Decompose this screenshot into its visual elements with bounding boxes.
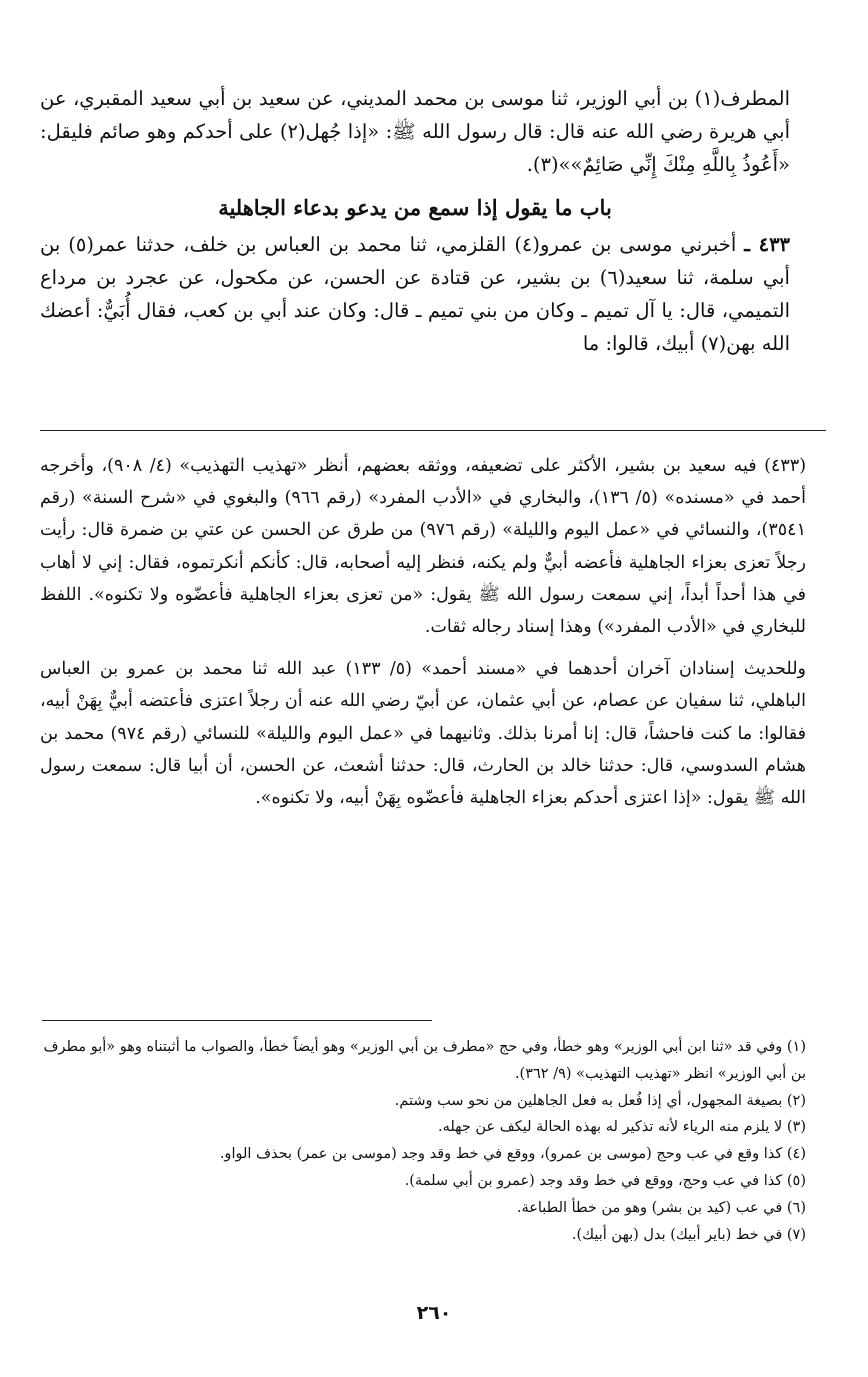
commentary-paragraph-1: (٤٣٣) فيه سعيد بن بشير، الأكثر على تضعيفه، ووثقه بعضهم، أنظر «تهذيب التهذيب» (٤/ ٩٠٨)، وأخرجه أحمد في «مسنده» (٥/ ١٣٦)، والبخاري في «الأدب المفرد» (رقم ٩٦٦) والبغوي في «شرح السنة» (رقم ٣٥٤١)، والنسائي في «عمل اليوم والليلة» (رقم ٩٧٦) من طرق عن الحسن عن عتي بن ضمرة قال: رأيت رجلاً تعزى بعزاء الجاهلية فأعضه أبيٌّ ولم يكنه، فنظر إليه أصحابه، قال: كأنكم أنكرتموه، فقال: إني لا أهاب في هذا أحداً أبداً، إني سمعت رسول الله ﷺ يقول: «من تعزى بعزاء الجاهلية فأعضّوه ولا تكنوه». اللفظ للبخاري في «الأدب المفرد») وهذا إسناد رجاله ثقات. xyxy=(40,456,807,638)
footnote-7: (٧) في خط (باير أبيك) بدل (بهن أبيك). xyxy=(571,1226,806,1243)
main-paragraph-2 xyxy=(40,228,790,360)
main-paragraph-1: المطرف(١) بن أبي الوزير، ثنا موسى بن محمد المديني، عن سعيد بن أبي سعيد المقبري، عن أبي هريرة رضي الله عنه قال: قال رسول الله ﷺ: «إذا جُهل(٢) على أحدكم وهو صائم فليقل: «أَعُوذُ بِاللَّهِ مِنْكَ إِنِّي صَائِمٌ»»(٣). xyxy=(40,87,790,176)
main-text xyxy=(40,82,790,360)
footnote-2: (٢) بصيغة المجهول، أي إذا فُعل به فعل الجاهلين من نحو سب وشتم. xyxy=(394,1092,806,1109)
footnote-3: (٣) لا يلزم منه الرياء لأنه تذكير له بهذه الحالة ليكف عن جهله. xyxy=(437,1119,806,1136)
commentary-divider xyxy=(40,430,826,431)
hadith-text: أخبرني موسى بن عمرو(٤) القلزمي، ثنا محمد بن العباس بن خلف، حدثنا عمر(٥) بن أبي سلمة، ثنا سعيد(٦) بن بشير، عن قتادة عن الحسن، عن مكحول، عن عجرد بن مرداع التميمي، قال: يا آل تميم ـ وكان من بني تميم ـ قال: وكان عند أبي بن كعب، فقال أُبَيٌّ: أعضك الله بهن(٧) أبيك، قالوا: ما xyxy=(40,233,790,355)
footnotes xyxy=(40,1034,806,1248)
footnote-5: (٥) كذا في عب وحج، ووقع في خط وقد وجد (عمرو بن أبي سلمة). xyxy=(404,1172,806,1189)
commentary xyxy=(40,450,806,814)
chapter-heading: باب ما يقول إذا سمع من يدعو بدعاء الجاهلية xyxy=(218,195,612,220)
footnote-6: (٦) في عب (كيد بن بشر) وهو من خطأ الطباعة. xyxy=(516,1199,806,1216)
hadith-number: ٤٣٣ ـ xyxy=(744,233,791,256)
footnotes-divider xyxy=(42,1020,432,1021)
page-number: ٢٦٠ xyxy=(416,1302,452,1324)
commentary-paragraph-2: وللحديث إسنادان آخران أحدهما في «مسند أحمد» (٥/ ١٣٣) عبد الله ثنا محمد بن عمرو بن العباس الباهلي، ثنا سفيان عن عصام، عن أبي عثمان، عن أبيّ رضي الله عنه أن رجلاً اعتزى فأعتضه أبيٌّ بِهَنْ أبيه، فقالوا: ما كنت فاحشاً، قال: إنا أمرنا بذلك. وثانيهما في «عمل اليوم والليلة» للنسائي (رقم ٩٧٤) محمد بن هشام السدوسي، قال: حدثنا خالد بن الحارث، قال: حدثنا أشعث، عن الحسن، أن أبيا قال: سمعت رسول الله ﷺ يقول: «إذا اعتزى أحدكم بعزاء الجاهلية فأعضّوه بِهَنْ أبيه، ولا تكنوه». xyxy=(40,659,806,809)
footnote-1: (١) وفي قد «ثنا ابن أبي الوزير» وهو خطأ، وفي حج «مطرف بن أبي الوزير» وهو أيضاً خطأ، والصواب ما أثبتناه وهو «أبو مطرف بن أبي الوزير» انظر «تهذيب التهذيب» (٩/ ٣٦٢). xyxy=(43,1039,806,1082)
footnote-4: (٤) كذا وقع في عب وحج (موسى بن عمرو)، ووقع في خط وقد وجد (موسى بن عمر) بحذف الواو. xyxy=(219,1146,806,1163)
